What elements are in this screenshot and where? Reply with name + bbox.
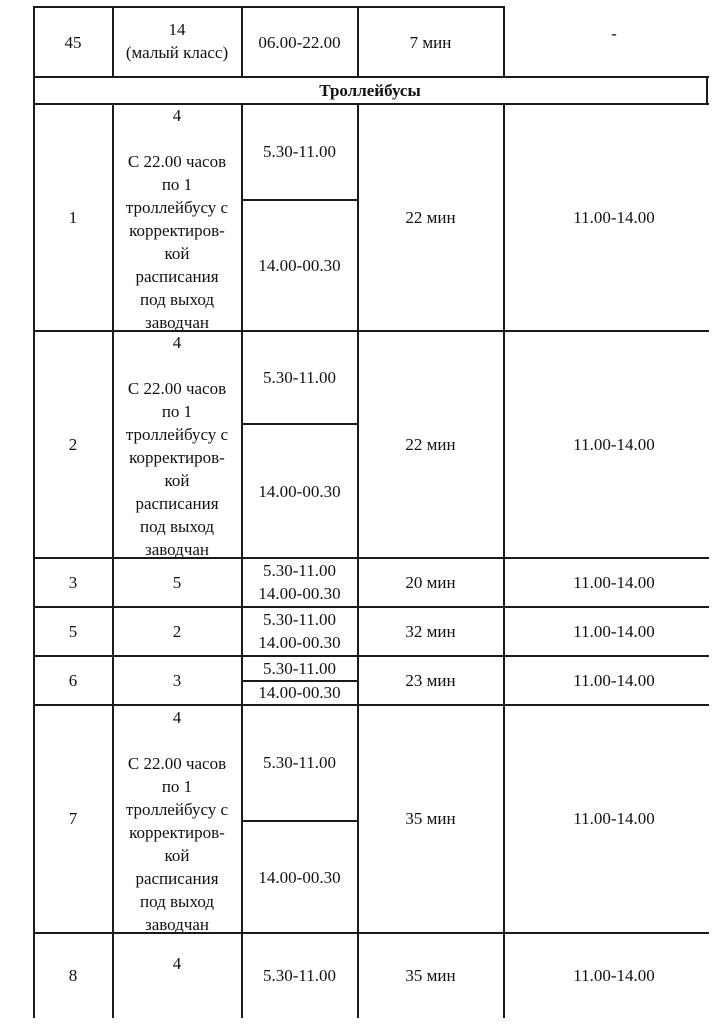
break-time: - (611, 23, 617, 43)
vehicle-count-cell (113, 18, 241, 76)
route-number: 1 (68, 207, 78, 227)
note-line: кой (164, 846, 190, 865)
interval: 32 мин (405, 621, 456, 641)
interval: 35 мин (405, 966, 456, 985)
break-time: 11.00-14.00 (573, 670, 655, 690)
note-line: расписания (135, 494, 219, 513)
vehicle-count: 2 (172, 621, 182, 641)
route-number: 7 (68, 809, 78, 828)
interval: 7 мин (409, 32, 452, 52)
note-line: заводчан (144, 540, 210, 559)
operating-hours: 06.00-22.00 (258, 32, 341, 52)
note-line: троллейбусу с (125, 198, 229, 217)
interval: 20 мин (405, 572, 456, 592)
route-number: 6 (68, 670, 78, 690)
interval: 35 мин (405, 809, 456, 828)
operating-hours: 14.00-00.30 (258, 867, 341, 887)
break-time: 11.00-14.00 (573, 434, 655, 454)
note-line: корректиров- (129, 221, 225, 240)
rule (706, 76, 708, 104)
operating-hours: 14.00-00.30 (258, 584, 341, 603)
operating-hours: 5.30-11.00 (262, 753, 337, 772)
operating-hours: 5.30-11.00 (262, 142, 337, 161)
vehicle-count-cell (113, 706, 241, 932)
interval: 22 мин (405, 207, 456, 227)
note-line: под выход (140, 517, 214, 536)
note-line: по 1 (161, 777, 193, 796)
note-line: С 22.00 часов (127, 754, 227, 773)
note-line: под выход (140, 290, 214, 309)
note-line: расписания (135, 869, 219, 888)
break-time: 11.00-14.00 (573, 572, 655, 592)
note-line: кой (164, 244, 190, 263)
vehicle-class: (малый класс) (125, 43, 229, 62)
route-number: 8 (68, 966, 78, 985)
section-title: Троллейбусы (319, 81, 421, 100)
operating-hours: 5.30-11.00 (262, 610, 337, 629)
note-line: по 1 (161, 402, 193, 421)
note-line: заводчан (144, 915, 210, 934)
note-line: троллейбусу с (125, 425, 229, 444)
operating-hours: 5.30-11.00 (262, 659, 337, 678)
interval: 22 мин (405, 434, 456, 454)
note-line: С 22.00 часов (127, 152, 227, 171)
vehicle-count-cell (113, 104, 241, 330)
vehicle-count: 14 (168, 20, 186, 39)
vehicle-count: 4 (172, 708, 182, 727)
vehicle-count: 5 (172, 572, 182, 592)
note-line: кой (164, 471, 190, 490)
note-line: под выход (140, 892, 214, 911)
note-line: троллейбусу с (125, 800, 229, 819)
operating-hours: 14.00-00.30 (258, 481, 341, 501)
operating-hours: 14.00-00.30 (258, 683, 341, 702)
interval: 23 мин (405, 670, 456, 690)
operating-hours: 5.30-11.00 (262, 966, 337, 985)
note-line: расписания (135, 267, 219, 286)
break-time: 11.00-14.00 (573, 966, 655, 985)
route-number: 3 (68, 572, 78, 592)
note-line: заводчан (144, 313, 210, 332)
note-line: по 1 (161, 175, 193, 194)
route-number: 5 (68, 621, 78, 641)
operating-hours: 5.30-11.00 (262, 367, 337, 387)
note-line: корректиров- (129, 448, 225, 467)
route-number: 45 (64, 32, 82, 52)
operating-hours: 14.00-00.30 (258, 256, 341, 275)
vehicle-count: 4 (172, 333, 182, 352)
break-time: 11.00-14.00 (573, 621, 655, 641)
vehicle-count: 3 (172, 670, 182, 690)
operating-hours: 14.00-00.30 (258, 633, 341, 652)
operating-hours: 5.30-11.00 (262, 561, 337, 580)
break-time: 11.00-14.00 (573, 809, 655, 828)
vehicle-count: 4 (172, 106, 182, 125)
note-line: С 22.00 часов (127, 379, 227, 398)
vehicle-count-cell (113, 331, 241, 557)
note-line: корректиров- (129, 823, 225, 842)
route-number: 2 (68, 434, 78, 454)
vehicle-count: 4 (172, 954, 182, 973)
break-time: 11.00-14.00 (573, 207, 655, 227)
